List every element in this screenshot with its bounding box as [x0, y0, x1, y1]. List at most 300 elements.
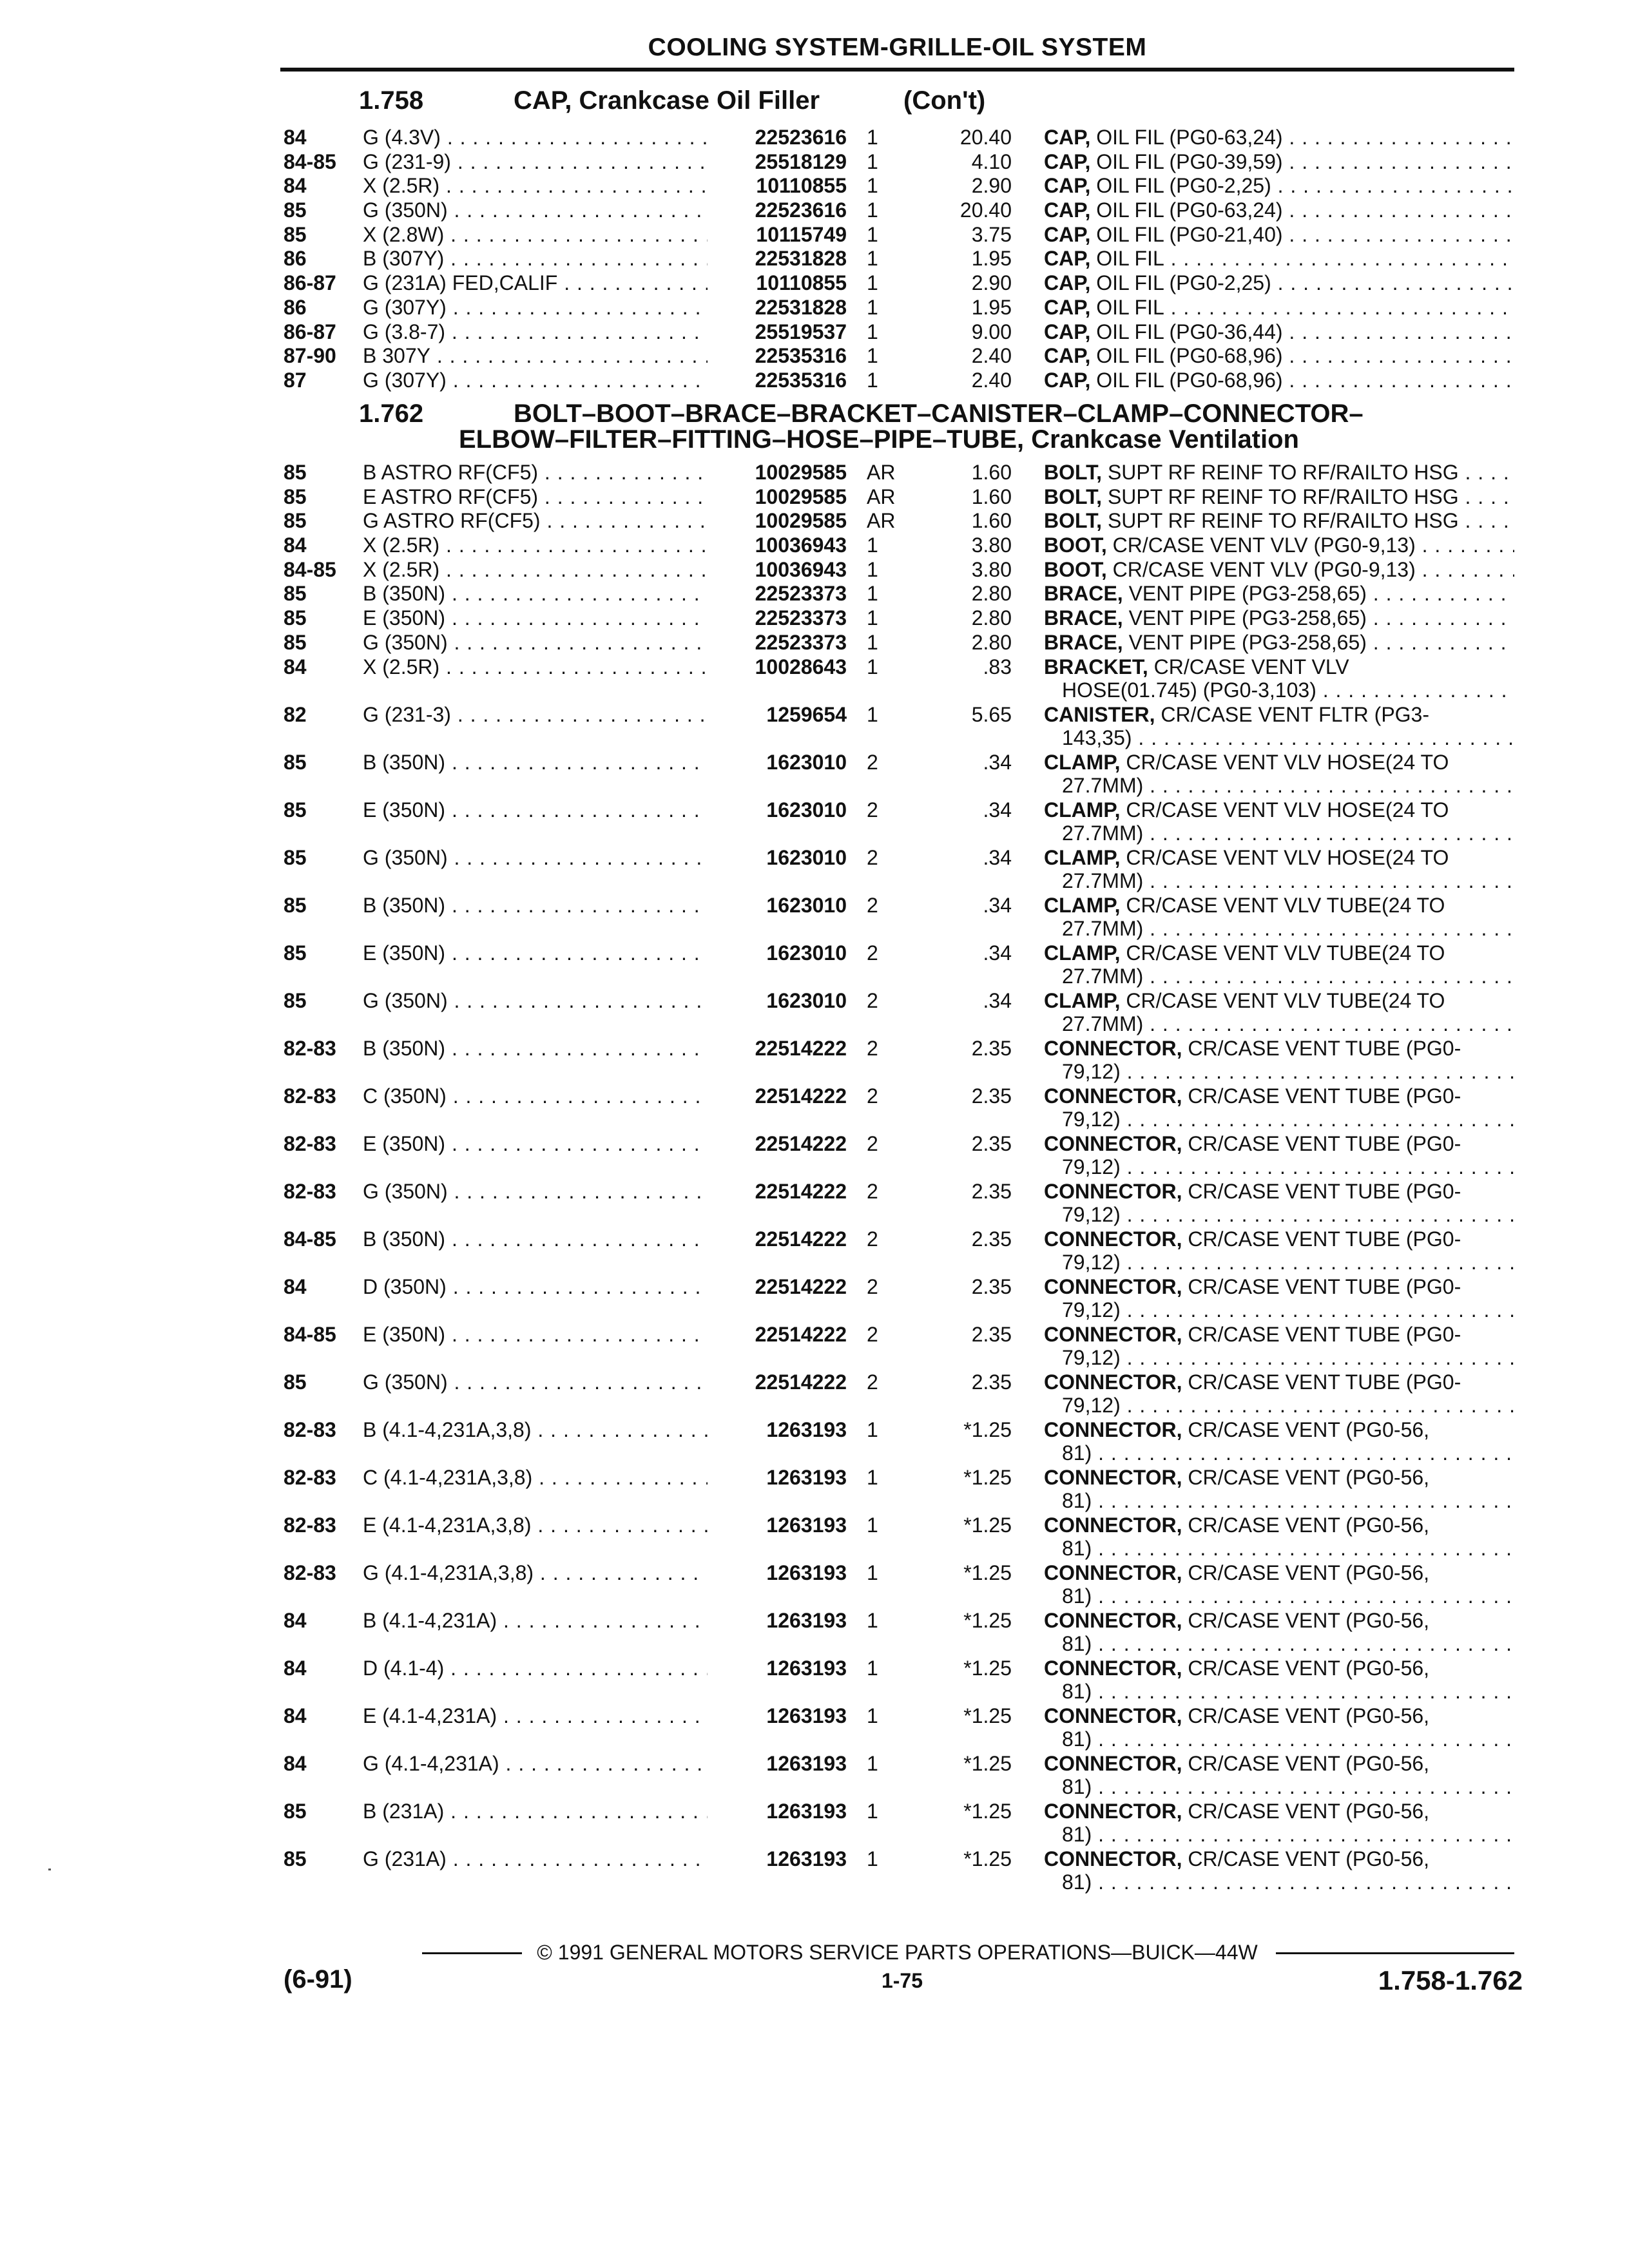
- description-text: CR/CASE VENT VLV HOSE(24 TO: [1120, 750, 1449, 774]
- table-row: [0, 751, 1629, 798]
- price: *1.25: [963, 1799, 1012, 1823]
- description-keyword: CAP,: [1044, 295, 1091, 319]
- description-continuation: 79,12) . . .: [1062, 1203, 1514, 1226]
- description-text: VENT PIPE (PG3-258,65): [1123, 630, 1367, 654]
- description-continuation: 143,35) . . .: [1062, 726, 1514, 749]
- model-year: 82-83: [284, 1418, 336, 1441]
- quantity: 1: [867, 1465, 878, 1489]
- description: [1044, 1227, 1514, 1251]
- model-code: B 307Y . . .: [363, 344, 708, 367]
- price: 2.35: [971, 1370, 1012, 1394]
- quantity: 1: [867, 247, 878, 271]
- model-code: X (2.8W) . . .: [363, 223, 708, 246]
- description: [1044, 126, 1514, 149]
- description: [1044, 894, 1514, 917]
- description-keyword: CAP,: [1044, 247, 1091, 271]
- table-row: [0, 1704, 1629, 1752]
- price: .83: [983, 655, 1012, 678]
- description-keyword: BOLT,: [1044, 509, 1103, 533]
- part-number: 22514222: [708, 1370, 847, 1394]
- model-year: 86: [284, 247, 307, 271]
- model-code: G (3.8-7) . . .: [363, 320, 708, 343]
- model-year: 85: [284, 509, 307, 533]
- price: 4.10: [971, 149, 1012, 173]
- quantity: 2: [867, 1131, 878, 1155]
- description: [1044, 320, 1514, 343]
- part-number: 1263193: [708, 1657, 847, 1680]
- description-text: CR/CASE VENT (PG0-56,: [1182, 1418, 1430, 1441]
- description: [1044, 751, 1514, 774]
- description-continuation: 79,12) . . .: [1062, 1155, 1514, 1178]
- table-row: [0, 1370, 1629, 1418]
- section-1762-table: [0, 461, 1629, 1895]
- part-number: 22523616: [708, 126, 847, 149]
- price: .34: [983, 750, 1012, 774]
- description-keyword: CONNECTOR,: [1044, 1465, 1182, 1489]
- price: 2.35: [971, 1131, 1012, 1155]
- part-number: 22535316: [708, 369, 847, 392]
- model-year: 85: [284, 1370, 307, 1394]
- model-year: 82: [284, 702, 307, 726]
- description-keyword: CAP,: [1044, 222, 1091, 246]
- table-row: [0, 606, 1629, 631]
- description: [1044, 1752, 1514, 1775]
- description: [1044, 798, 1514, 822]
- price: 2.40: [971, 368, 1012, 392]
- model-year: 84-85: [284, 557, 336, 581]
- description-text: CR/CASE VENT (PG0-56,: [1182, 1847, 1430, 1870]
- description-keyword: CAP,: [1044, 344, 1091, 368]
- description-keyword: CONNECTOR,: [1044, 1036, 1182, 1060]
- description-continuation: 81) . . .: [1062, 1680, 1514, 1703]
- quantity: 2: [867, 1322, 878, 1346]
- description: [1044, 1657, 1514, 1680]
- description: [1044, 1037, 1514, 1060]
- description-keyword: CONNECTOR,: [1044, 1656, 1182, 1680]
- description-text: SUPT RF REINF TO RF/RAILTO HSG: [1102, 509, 1459, 533]
- model-code: G (350N) . . .: [363, 846, 708, 869]
- model-code: G (231A) . . .: [363, 1847, 708, 1870]
- description-text: CR/CASE VENT TUBE (PG0-: [1182, 1370, 1461, 1394]
- model-year: 84: [284, 533, 307, 557]
- part-number: 1263193: [708, 1514, 847, 1537]
- model-year: 82-83: [284, 1465, 336, 1489]
- price: 1.60: [971, 509, 1012, 533]
- description: [1044, 296, 1514, 319]
- description-continuation: 27.7MM) . . .: [1062, 1012, 1514, 1035]
- description-text: OIL FIL (PG0-68,96): [1090, 344, 1283, 368]
- description-keyword: CONNECTOR,: [1044, 1084, 1182, 1108]
- price: .34: [983, 893, 1012, 917]
- part-number: 22523373: [708, 606, 847, 629]
- quantity: 1: [867, 655, 878, 678]
- description: [1044, 846, 1514, 869]
- quantity: 1: [867, 198, 878, 222]
- price: *1.25: [963, 1656, 1012, 1680]
- table-row: [0, 223, 1629, 247]
- price: 2.90: [971, 174, 1012, 198]
- model-code: C (350N) . . .: [363, 1084, 708, 1108]
- part-number: 1623010: [708, 751, 847, 774]
- quantity: 1: [867, 295, 878, 319]
- description-keyword: BOLT,: [1044, 461, 1103, 484]
- model-code: G ASTRO RF(CF5) . . .: [363, 509, 708, 532]
- description-text: CR/CASE VENT TUBE (PG0-: [1182, 1179, 1461, 1203]
- model-code: D (4.1-4) . . .: [363, 1657, 708, 1680]
- price: .34: [983, 988, 1012, 1012]
- model-year: 86: [284, 295, 307, 319]
- table-row: [0, 1847, 1629, 1895]
- description: [1044, 1132, 1514, 1155]
- part-number: 1263193: [708, 1418, 847, 1441]
- model-year: 85: [284, 582, 307, 606]
- description: [1044, 1370, 1514, 1394]
- description-keyword: CONNECTOR,: [1044, 1751, 1182, 1775]
- table-row: [0, 150, 1629, 175]
- quantity: 2: [867, 1274, 878, 1298]
- table-row: [0, 894, 1629, 941]
- table-row: [0, 1466, 1629, 1514]
- description-text: OIL FIL (PG0-68,96): [1090, 368, 1283, 392]
- description-text: OIL FIL: [1090, 295, 1164, 319]
- table-row: [0, 798, 1629, 846]
- part-number: 22523373: [708, 582, 847, 605]
- description: [1044, 485, 1514, 508]
- part-number: 1623010: [708, 989, 847, 1012]
- section-title-line1: BOLT–BOOT–BRACE–BRACKET–CANISTER–CLAMP–CONNECTOR–: [514, 399, 1364, 428]
- description-text: CR/CASE VENT VLV (PG0-9,13): [1106, 533, 1416, 557]
- description-text: VENT PIPE (PG3-258,65): [1123, 582, 1367, 606]
- description: [1044, 150, 1514, 173]
- description-text: CR/CASE VENT VLV TUBE(24 TO: [1120, 893, 1445, 917]
- model-year: 87: [284, 368, 307, 392]
- table-row: [0, 296, 1629, 320]
- model-code: E (350N) . . .: [363, 1323, 708, 1346]
- model-code: G (350N) . . .: [363, 1180, 708, 1203]
- quantity: AR: [867, 485, 896, 508]
- description-continuation: 81) . . .: [1062, 1441, 1514, 1465]
- description-continuation: 79,12) . . .: [1062, 1251, 1514, 1274]
- price: 20.40: [959, 126, 1012, 149]
- footer-page-number: 1-75: [881, 1969, 923, 1992]
- table-row: [0, 631, 1629, 655]
- table-row: [0, 1561, 1629, 1609]
- table-row: [0, 198, 1629, 223]
- model-code: G (231A) FED,CALIF . . .: [363, 271, 708, 294]
- part-number: 1623010: [708, 894, 847, 917]
- description-keyword: CAP,: [1044, 198, 1091, 222]
- price: *1.25: [963, 1751, 1012, 1775]
- description-text: CR/CASE VENT TUBE (PG0-: [1182, 1084, 1461, 1108]
- quantity: 1: [867, 126, 878, 149]
- table-row: [0, 846, 1629, 894]
- price: 2.80: [971, 582, 1012, 606]
- model-year: 85: [284, 845, 307, 869]
- model-year: 84: [284, 1274, 307, 1298]
- description-continuation: 81) . . .: [1062, 1632, 1514, 1655]
- description-text: CR/CASE VENT VLV: [1148, 655, 1349, 678]
- quantity: 1: [867, 344, 878, 368]
- description-keyword: CONNECTOR,: [1044, 1513, 1182, 1537]
- part-number: 10110855: [708, 174, 847, 197]
- section-number: 1.762: [359, 399, 424, 428]
- quantity: 2: [867, 941, 878, 965]
- quantity: 1: [867, 368, 878, 392]
- table-row: [0, 655, 1629, 703]
- quantity: 1: [867, 533, 878, 557]
- table-row: [0, 485, 1629, 510]
- description-keyword: BRACE,: [1044, 606, 1123, 630]
- model-code: E (350N) . . .: [363, 941, 708, 965]
- part-number: 1263193: [708, 1466, 847, 1489]
- description-text: SUPT RF REINF TO RF/RAILTO HSG: [1102, 485, 1459, 508]
- table-row: [0, 1180, 1629, 1227]
- price: 2.35: [971, 1036, 1012, 1060]
- description: [1044, 582, 1514, 605]
- description-text: OIL FIL (PG0-36,44): [1090, 320, 1283, 343]
- model-code: E ASTRO RF(CF5) . . .: [363, 485, 708, 508]
- description-keyword: BRACKET,: [1044, 655, 1148, 678]
- quantity: 2: [867, 988, 878, 1012]
- description-text: VENT PIPE (PG3-258,65): [1123, 606, 1367, 630]
- table-row: [0, 703, 1629, 751]
- description-keyword: CAP,: [1044, 174, 1091, 198]
- description-text: CR/CASE VENT TUBE (PG0-: [1182, 1131, 1461, 1155]
- quantity: 2: [867, 798, 878, 822]
- quantity: 2: [867, 893, 878, 917]
- description: [1044, 533, 1514, 557]
- description-keyword: CONNECTOR,: [1044, 1847, 1182, 1870]
- description-keyword: CONNECTOR,: [1044, 1799, 1182, 1823]
- description-keyword: CONNECTOR,: [1044, 1179, 1182, 1203]
- table-row: [0, 1084, 1629, 1132]
- quantity: 2: [867, 1084, 878, 1108]
- model-year: 84-85: [284, 1227, 336, 1251]
- model-year: 82-83: [284, 1131, 336, 1155]
- price: 3.80: [971, 557, 1012, 581]
- part-number: 25518129: [708, 150, 847, 173]
- description: [1044, 703, 1514, 726]
- model-year: 84: [284, 174, 307, 198]
- description-text: OIL FIL (PG0-21,40): [1090, 222, 1283, 246]
- quantity: 1: [867, 1656, 878, 1680]
- description-text: OIL FIL (PG0-63,24): [1090, 126, 1283, 149]
- description: [1044, 1323, 1514, 1346]
- description-continuation: 81) . . .: [1062, 1823, 1514, 1846]
- part-number: 25519537: [708, 320, 847, 343]
- description-keyword: CLAMP,: [1044, 941, 1121, 965]
- quantity: 1: [867, 320, 878, 343]
- model-code: B (4.1-4,231A,3,8) . . .: [363, 1418, 708, 1441]
- part-number: 1263193: [708, 1847, 847, 1870]
- description-keyword: CAP,: [1044, 320, 1091, 343]
- model-year: 84: [284, 1656, 307, 1680]
- description: [1044, 174, 1514, 197]
- quantity: 1: [867, 1561, 878, 1584]
- model-year: 85: [284, 798, 307, 822]
- price: 1.95: [971, 295, 1012, 319]
- part-number: 10115749: [708, 223, 847, 246]
- model-code: C (4.1-4,231A,3,8) . . .: [363, 1466, 708, 1489]
- quantity: 2: [867, 845, 878, 869]
- price: 2.35: [971, 1322, 1012, 1346]
- description: [1044, 1704, 1514, 1727]
- description: [1044, 461, 1514, 484]
- description: [1044, 198, 1514, 222]
- description-text: CR/CASE VENT (PG0-56,: [1182, 1561, 1430, 1584]
- model-code: D (350N) . . .: [363, 1275, 708, 1298]
- description-continuation: 81) . . .: [1062, 1727, 1514, 1751]
- description-continuation: 79,12) . . .: [1062, 1298, 1514, 1321]
- section-title: CAP, Crankcase Oil Filler: [514, 86, 820, 115]
- model-code: E (4.1-4,231A,3,8) . . .: [363, 1514, 708, 1537]
- price: *1.25: [963, 1847, 1012, 1870]
- table-row: [0, 320, 1629, 345]
- model-code: G (4.1-4,231A,3,8) . . .: [363, 1561, 708, 1584]
- table-row: [0, 1657, 1629, 1704]
- model-year: 82-83: [284, 1561, 336, 1584]
- description-continuation: 27.7MM) . . .: [1062, 965, 1514, 988]
- section-number: 1.758: [359, 86, 424, 115]
- part-number: 10036943: [708, 533, 847, 557]
- description-keyword: CAP,: [1044, 368, 1091, 392]
- price: .34: [983, 845, 1012, 869]
- table-row: [0, 271, 1629, 296]
- description-continuation: HOSE(01.745) (PG0-3,103) . . .: [1062, 678, 1514, 702]
- part-number: 22531828: [708, 296, 847, 319]
- table-row: [0, 1323, 1629, 1370]
- description-keyword: CONNECTOR,: [1044, 1131, 1182, 1155]
- price: 2.35: [971, 1227, 1012, 1251]
- model-year: 84: [284, 1704, 307, 1727]
- model-year: 86-87: [284, 271, 336, 295]
- price: *1.25: [963, 1513, 1012, 1537]
- description: [1044, 509, 1514, 532]
- table-row: [0, 1037, 1629, 1084]
- description: [1044, 631, 1514, 654]
- model-code: X (2.5R) . . .: [363, 174, 708, 197]
- model-year: 85: [284, 222, 307, 246]
- part-number: 10028643: [708, 655, 847, 678]
- price: *1.25: [963, 1465, 1012, 1489]
- quantity: 1: [867, 702, 878, 726]
- description: [1044, 1180, 1514, 1203]
- model-code: B (4.1-4,231A) . . .: [363, 1609, 708, 1632]
- model-code: G (231-3) . . .: [363, 703, 708, 726]
- table-row: [0, 1227, 1629, 1275]
- price: 2.40: [971, 344, 1012, 368]
- footer-copyright: © 1991 GENERAL MOTORS SERVICE PARTS OPERATIONS—BUICK—44W: [537, 1941, 1258, 1964]
- price: 2.35: [971, 1084, 1012, 1108]
- description-keyword: CLAMP,: [1044, 988, 1121, 1012]
- model-code: B (350N) . . .: [363, 751, 708, 774]
- description-text: OIL FIL (PG0-2,25): [1090, 271, 1271, 295]
- part-number: 1263193: [708, 1752, 847, 1775]
- description-text: CR/CASE VENT (PG0-56,: [1182, 1656, 1430, 1680]
- description: [1044, 271, 1514, 294]
- model-year: 84: [284, 126, 307, 149]
- table-row: [0, 461, 1629, 485]
- model-code: G (350N) . . .: [363, 989, 708, 1012]
- description-continuation: 27.7MM) . . .: [1062, 917, 1514, 940]
- part-number: 10029585: [708, 485, 847, 508]
- quantity: 1: [867, 557, 878, 581]
- part-number: 1623010: [708, 798, 847, 822]
- part-number: 22514222: [708, 1037, 847, 1060]
- description-text: CR/CASE VENT FLTR (PG3-: [1155, 702, 1429, 726]
- description: [1044, 1800, 1514, 1823]
- table-row: [0, 247, 1629, 271]
- model-code: G (307Y) . . .: [363, 296, 708, 319]
- part-number: 22514222: [708, 1275, 847, 1298]
- description-text: CR/CASE VENT (PG0-56,: [1182, 1751, 1430, 1775]
- model-code: B (350N) . . .: [363, 582, 708, 605]
- description-text: CR/CASE VENT TUBE (PG0-: [1182, 1227, 1461, 1251]
- model-code: G (350N) . . .: [363, 198, 708, 222]
- description-keyword: CLAMP,: [1044, 845, 1121, 869]
- footer-section-range: 1.758-1.762: [1378, 1965, 1523, 1995]
- model-year: 86-87: [284, 320, 336, 343]
- description-keyword: CONNECTOR,: [1044, 1322, 1182, 1346]
- description-text: CR/CASE VENT VLV HOSE(24 TO: [1120, 845, 1449, 869]
- description: [1044, 369, 1514, 392]
- description: [1044, 1084, 1514, 1108]
- quantity: 1: [867, 149, 878, 173]
- quantity: 1: [867, 271, 878, 295]
- description-continuation: 81) . . .: [1062, 1489, 1514, 1512]
- quantity: 1: [867, 1847, 878, 1870]
- model-year: 82-83: [284, 1513, 336, 1537]
- model-code: G (350N) . . .: [363, 631, 708, 654]
- quantity: 2: [867, 1036, 878, 1060]
- table-row: [0, 369, 1629, 393]
- description: [1044, 1418, 1514, 1441]
- description: [1044, 941, 1514, 965]
- part-number: 1623010: [708, 941, 847, 965]
- table-row: [0, 174, 1629, 198]
- price: *1.25: [963, 1561, 1012, 1584]
- description-keyword: CLAMP,: [1044, 798, 1121, 822]
- quantity: 2: [867, 1227, 878, 1251]
- description-text: CR/CASE VENT (PG0-56,: [1182, 1704, 1430, 1727]
- description-text: CR/CASE VENT (PG0-56,: [1182, 1608, 1430, 1632]
- description-keyword: CONNECTOR,: [1044, 1561, 1182, 1584]
- model-code: E (350N) . . .: [363, 1132, 708, 1155]
- model-year: 85: [284, 485, 307, 508]
- part-number: 22514222: [708, 1227, 847, 1251]
- description-keyword: CAP,: [1044, 149, 1091, 173]
- description-keyword: BRACE,: [1044, 582, 1123, 606]
- part-number: 10029585: [708, 509, 847, 532]
- model-year: 85: [284, 988, 307, 1012]
- model-code: E (350N) . . .: [363, 798, 708, 822]
- price: 3.75: [971, 222, 1012, 246]
- model-code: B (231A) . . .: [363, 1800, 708, 1823]
- description: [1044, 989, 1514, 1012]
- description-keyword: CONNECTOR,: [1044, 1704, 1182, 1727]
- model-year: 84: [284, 1751, 307, 1775]
- price: .34: [983, 941, 1012, 965]
- model-year: 84: [284, 1608, 307, 1632]
- description-continuation: 79,12) . . .: [1062, 1108, 1514, 1131]
- model-code: E (4.1-4,231A) . . .: [363, 1704, 708, 1727]
- table-row: [0, 582, 1629, 606]
- description-text: SUPT RF REINF TO RF/RAILTO HSG: [1102, 461, 1459, 484]
- description-keyword: CONNECTOR,: [1044, 1418, 1182, 1441]
- price: *1.25: [963, 1608, 1012, 1632]
- table-row: [0, 1275, 1629, 1323]
- price: 2.80: [971, 630, 1012, 654]
